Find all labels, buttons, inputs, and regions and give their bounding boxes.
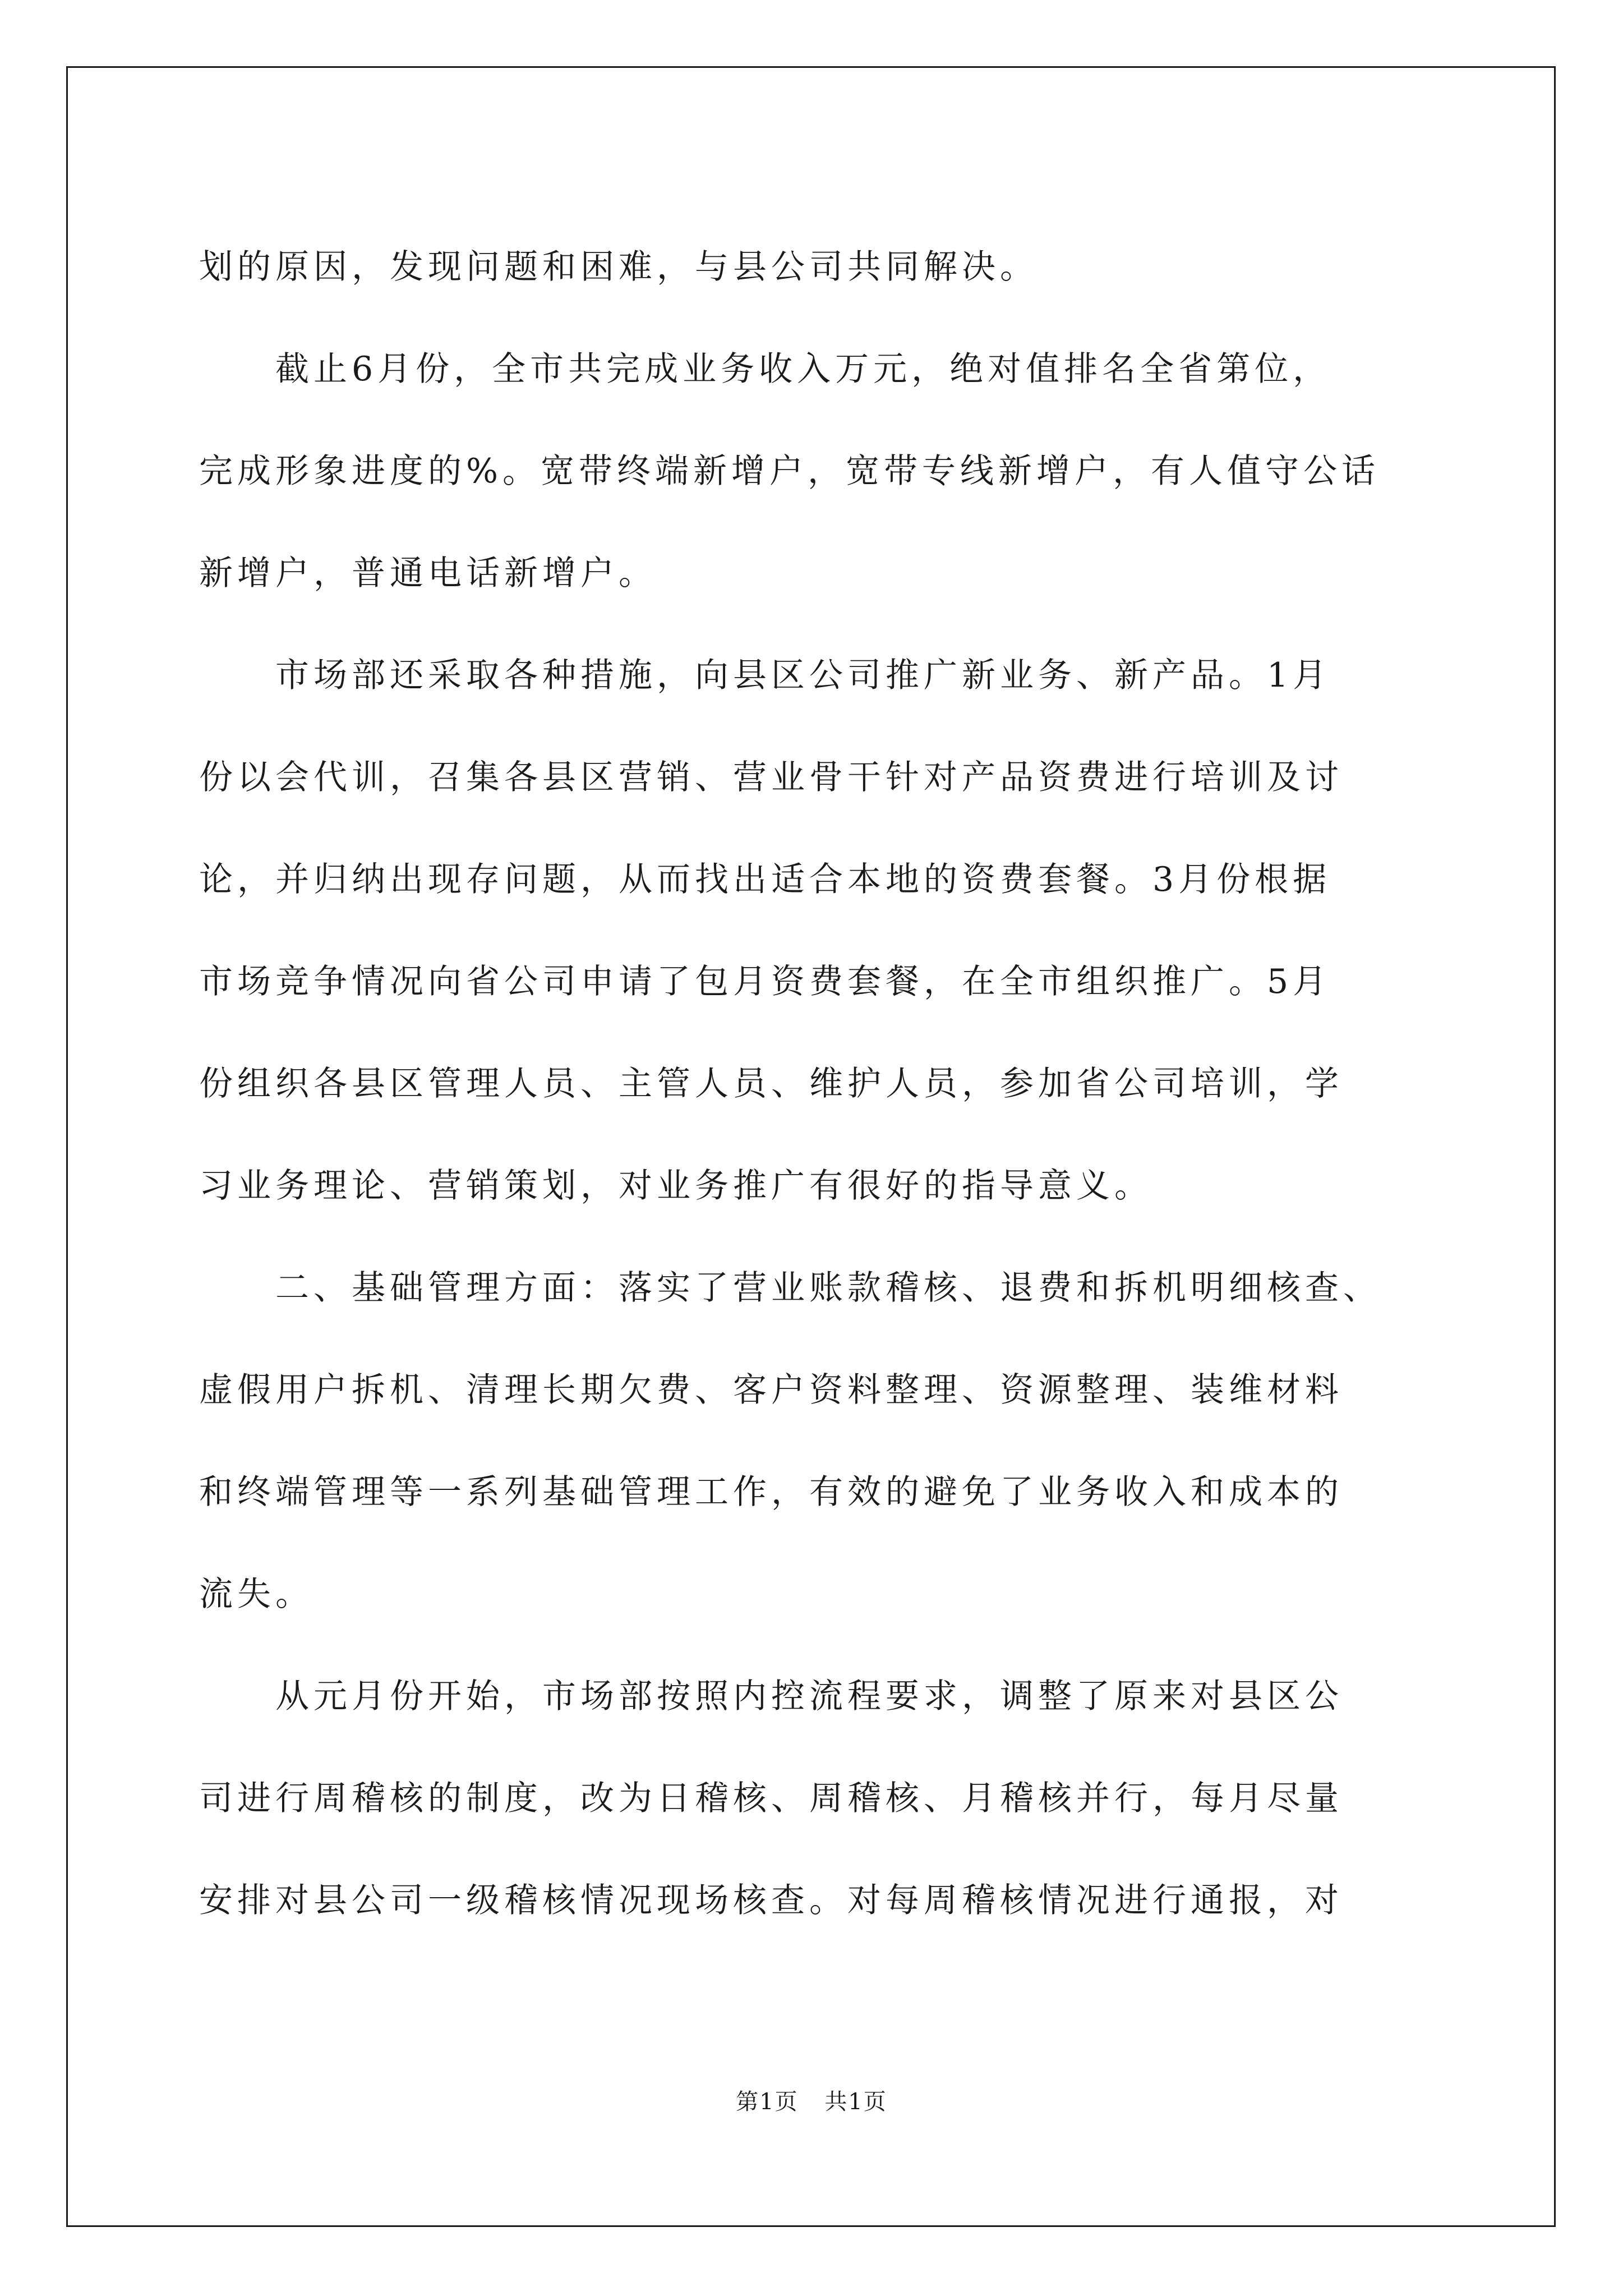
text-line: 习业务理论、营销策划，对业务推广有很好的指导意义。 — [199, 1166, 1152, 1205]
text-line: 份以会代训，召集各县区营销、营业骨干针对产品资费进行培训及讨 — [199, 758, 1343, 797]
text-line: 和终端管理等一系列基础管理工作，有效的避免了业务收入和成本的 — [199, 1473, 1343, 1512]
page-footer — [0, 2084, 1623, 2116]
text-line: 市场部还采取各种措施，向县区公司推广新业务、新产品。1月 — [275, 656, 1331, 695]
text-line: 流失。 — [199, 1575, 313, 1614]
text-line: 市场竞争情况向省公司申请了包月资费套餐，在全市组织推广。5月 — [199, 962, 1331, 1001]
document-body — [199, 216, 1427, 1952]
text-line: 截止6月份，全市共完成业务收入万元，绝对值排名全省第位， — [275, 349, 1331, 389]
page-number: 第1页 — [736, 2089, 799, 2115]
text-line: 从元月份开始，市场部按照内控流程要求，调整了原来对县区公 — [275, 1677, 1343, 1716]
text-line: 虚假用户拆机、清理长期欠费、客户资料整理、资源整理、装维材料 — [199, 1370, 1343, 1410]
text-line: 份组织各县区管理人员、主管人员、维护人员，参加省公司培训，学 — [199, 1064, 1343, 1103]
text-line: 划的原因，发现问题和困难，与县公司共同解决。 — [199, 247, 1038, 287]
text-line: 二、基础管理方面：落实了营业账款稽核、退费和拆机明细核查、 — [275, 1268, 1381, 1308]
text-line: 完成形象进度的%。宽带终端新增户，宽带专线新增户，有人值守公话 — [199, 452, 1380, 491]
page-total: 共1页 — [824, 2089, 887, 2115]
text-line: 安排对县公司一级稽核情况现场核查。对每周稽核情况进行通报，对 — [199, 1881, 1343, 1920]
text-line: 论，并归纳出现存问题，从而找出适合本地的资费套餐。3月份根据 — [199, 860, 1331, 899]
text-line: 新增户，普通电话新增户。 — [199, 554, 657, 593]
text-line: 司进行周稽核的制度，改为日稽核、周稽核、月稽核并行，每月尽量 — [199, 1779, 1343, 1818]
